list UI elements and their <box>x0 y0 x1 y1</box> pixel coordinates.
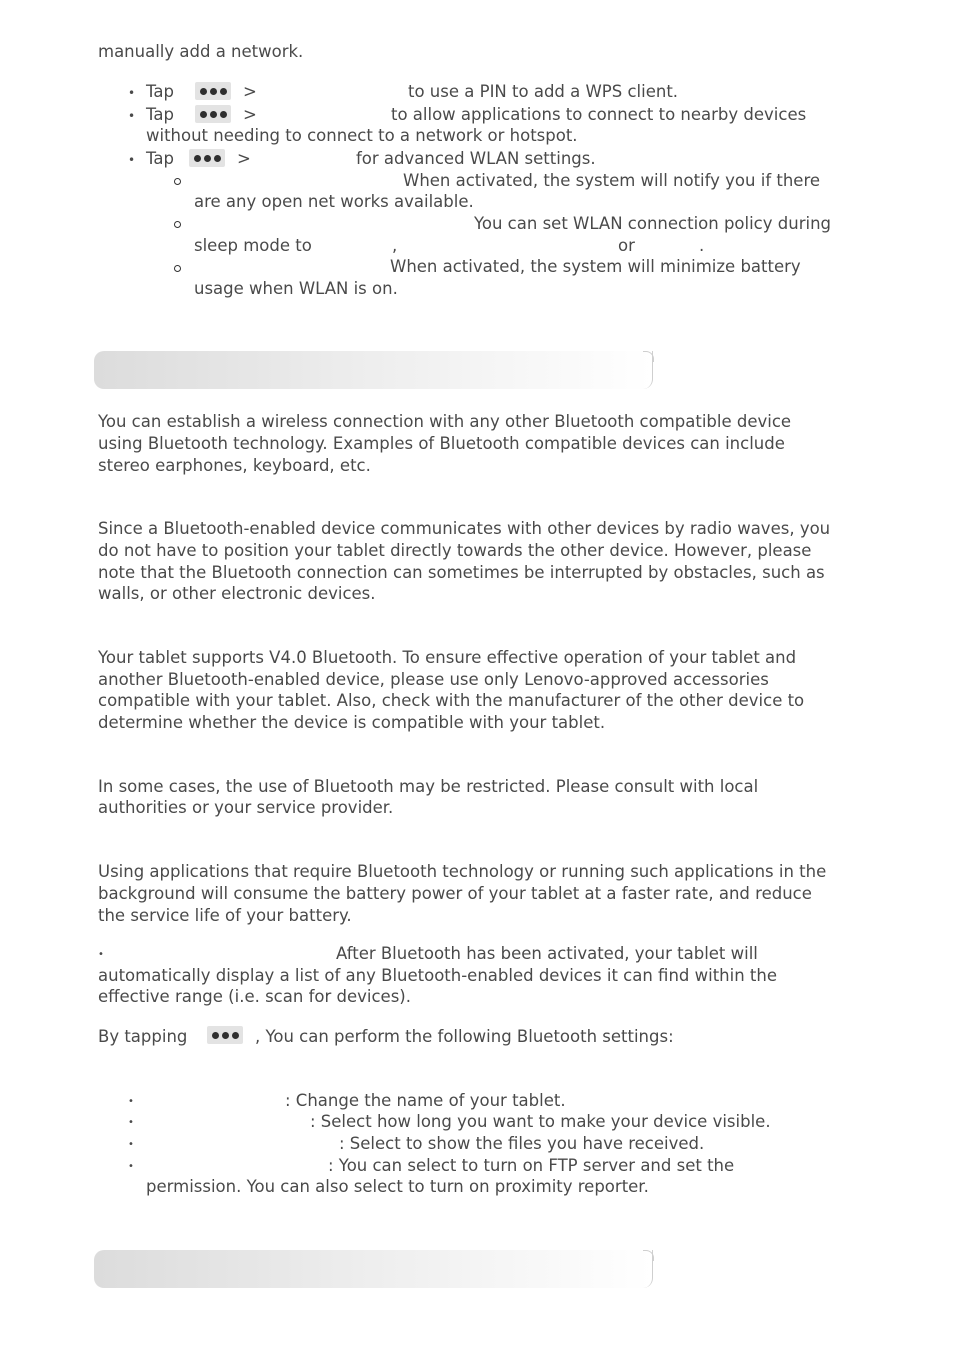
wifi-direct-text: to allow applications to connect to nearby devices <box>391 105 807 124</box>
bullet: • <box>128 1139 134 1150</box>
arrow-label: > <box>237 149 251 168</box>
setting-advanced-text: : You can select to turn on FTP server and set the <box>328 1156 735 1175</box>
comma: , <box>392 236 398 255</box>
section-header-bar <box>94 351 653 389</box>
bullet: • <box>128 1096 134 1107</box>
notify-text-cont: are any open net works available. <box>194 192 474 211</box>
battery-text: When activated, the system will minimize battery <box>390 257 801 276</box>
bullet: • <box>98 949 104 960</box>
notify-text: When activated, the system will notify you if there <box>403 171 821 190</box>
sub-bullet <box>174 221 181 228</box>
bullet: • <box>128 1117 134 1128</box>
overflow-menu-icon <box>195 105 231 123</box>
by-tapping-text: By tapping <box>98 1027 188 1046</box>
tap-label: Tap <box>146 105 174 124</box>
sub-bullet <box>174 265 181 272</box>
overflow-menu-icon <box>195 82 231 100</box>
period: . <box>699 236 705 255</box>
advanced-text: for advanced WLAN settings. <box>356 149 596 168</box>
tap-label: Tap <box>146 149 174 168</box>
setting-visibility-text: : Select how long you want to make your device visible. <box>310 1112 771 1131</box>
bullet: • <box>128 86 136 100</box>
bullet: • <box>128 153 136 167</box>
wifi-direct-text-cont: without needing to connect to a network or hotspot. <box>146 126 578 145</box>
section-header-bar <box>94 1250 653 1288</box>
bullet: • <box>128 1161 134 1172</box>
arrow-label: > <box>243 105 257 124</box>
settings-intro-text: , You can perform the following Bluetooth settings: <box>255 1027 674 1046</box>
wps-pin-text: to use a PIN to add a WPS client. <box>408 82 679 101</box>
overflow-menu-icon <box>189 149 225 167</box>
overflow-menu-icon <box>207 1026 243 1044</box>
setting-rename-text: : Change the name of your tablet. <box>285 1091 566 1110</box>
sleep-text: You can set WLAN connection policy during <box>474 214 831 233</box>
arrow-label: > <box>243 82 257 101</box>
bullet: • <box>128 109 136 123</box>
setting-advanced-text-cont: permission. You can also select to turn on proximity reporter. <box>146 1177 649 1196</box>
intro-text: manually add a network. <box>98 42 304 61</box>
sub-bullet <box>174 178 181 185</box>
sleep-text-cont: sleep mode to <box>194 236 312 255</box>
setting-received-files-text: : Select to show the files you have received. <box>339 1134 705 1153</box>
or-text: or <box>618 236 635 255</box>
tap-label: Tap <box>146 82 174 101</box>
battery-text-cont: usage when WLAN is on. <box>194 279 398 298</box>
